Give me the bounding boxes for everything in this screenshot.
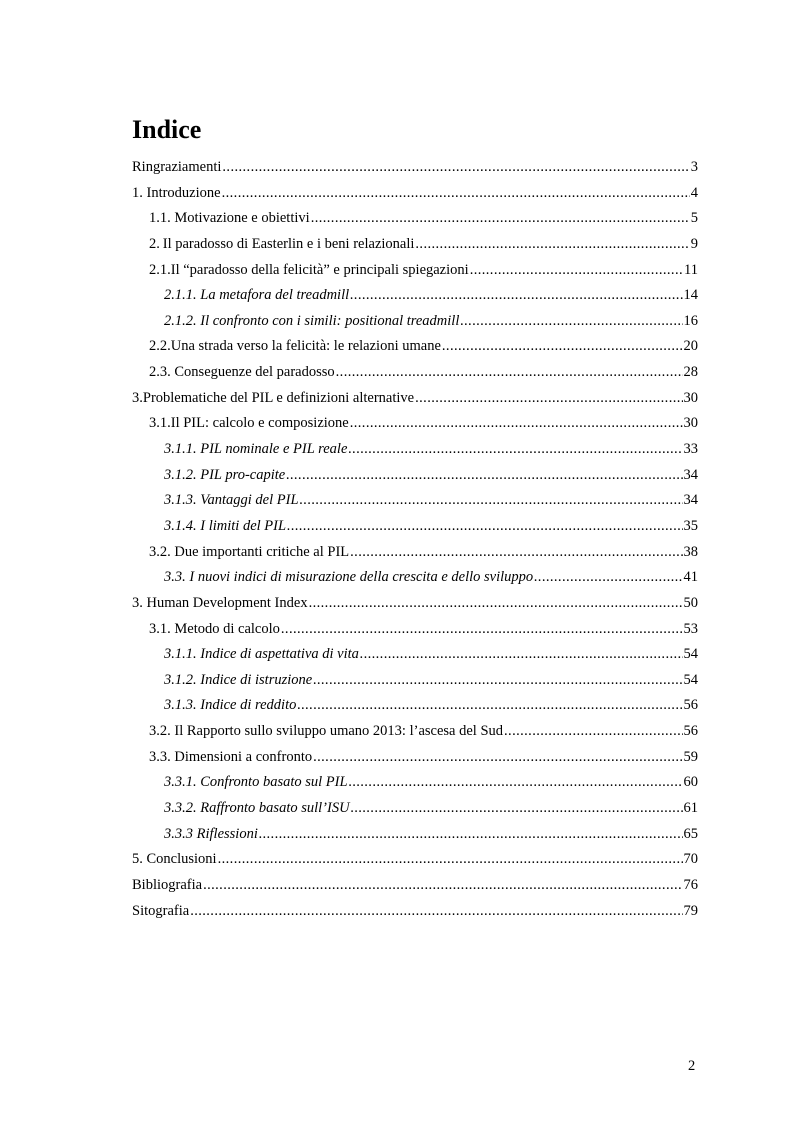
- toc-entry[interactable]: [132, 540, 698, 566]
- toc-entry-page: 54: [683, 671, 698, 688]
- toc-entry[interactable]: [132, 668, 698, 694]
- toc-entry-title: Il PIL: calcolo e composizione: [170, 415, 349, 432]
- dot-leader: [534, 565, 682, 591]
- toc-entry-title: Sitografia: [132, 902, 190, 919]
- toc-entry-number: 3.: [132, 389, 143, 406]
- toc-entry[interactable]: [132, 155, 698, 181]
- toc-entry-page: 61: [683, 800, 698, 817]
- toc-entry-page: 16: [683, 312, 698, 329]
- toc-entry-title: 3.1.1. PIL nominale e PIL reale: [164, 441, 348, 458]
- toc-entry-title: 3. Human Development Index: [132, 594, 308, 611]
- toc-entry-title: 3.2. Il Rapporto sullo sviluppo umano 2013: l’ascesa del Sud: [149, 723, 504, 740]
- dot-leader: [297, 693, 682, 719]
- dot-leader: [360, 642, 683, 668]
- toc-entry[interactable]: [132, 258, 698, 284]
- toc-entry[interactable]: [132, 745, 698, 771]
- dot-leader: [313, 745, 682, 771]
- toc-entry-number: 2.2.: [149, 338, 171, 355]
- toc-entry-title: Una strada verso la felicità: le relazioni umane: [170, 338, 441, 355]
- toc-entry[interactable]: [132, 796, 698, 822]
- dot-leader: [350, 540, 682, 566]
- toc-entry[interactable]: [132, 642, 698, 668]
- toc-entry-title: 3.3.1. Confronto basato sul PIL: [164, 774, 348, 791]
- toc-entry[interactable]: [132, 822, 698, 848]
- toc-entry[interactable]: [132, 565, 698, 591]
- toc-entry-title: 3.3. Dimensioni a confronto: [149, 748, 313, 765]
- toc-entry-title: 3.3.3 Riflessioni: [164, 825, 258, 842]
- dot-leader: [313, 668, 682, 694]
- toc-entry[interactable]: [132, 617, 698, 643]
- toc-entry-page: 54: [683, 646, 698, 663]
- toc-entry[interactable]: [132, 463, 698, 489]
- toc-entry[interactable]: [132, 693, 698, 719]
- toc-entry-page: 70: [683, 851, 698, 868]
- toc-entry-page: 30: [683, 389, 698, 406]
- toc-entry-title: 5. Conclusioni: [132, 851, 217, 868]
- dot-leader: [309, 591, 683, 617]
- toc-entry-page: 9: [690, 235, 698, 252]
- toc-entry-title: Bibliografia: [132, 876, 203, 893]
- dot-leader: [222, 181, 690, 207]
- dot-leader: [190, 899, 682, 925]
- toc-entry-page: 4: [690, 184, 698, 201]
- dot-leader: [470, 258, 683, 284]
- toc-entry-title: 3.1.2. PIL pro-capite: [164, 466, 286, 483]
- toc-entry[interactable]: [132, 360, 698, 386]
- toc-entry-page: 3: [690, 159, 698, 175]
- page-number: 2: [688, 1058, 696, 1074]
- toc-entry[interactable]: [132, 411, 698, 437]
- toc-entry[interactable]: [132, 283, 698, 309]
- toc-entry-page: 56: [683, 723, 698, 740]
- toc-entry[interactable]: [132, 206, 698, 232]
- toc-entry-page: 59: [683, 748, 698, 765]
- toc-entry[interactable]: [132, 514, 698, 540]
- toc-entry[interactable]: [132, 232, 698, 258]
- dot-leader: [281, 617, 683, 643]
- toc-entry-title: 3.1.2. Indice di istruzione: [164, 671, 313, 688]
- toc-entry-page: 20: [683, 338, 698, 355]
- dot-leader: [348, 437, 682, 463]
- toc-entry-title: 2.3. Conseguenze del paradosso: [149, 364, 335, 381]
- dot-leader: [286, 463, 682, 489]
- toc-entry[interactable]: [132, 437, 698, 463]
- toc-entry-page: 35: [683, 517, 698, 534]
- toc-entry-page: 5: [690, 210, 698, 227]
- toc-entry-title: 2.1.1. La metafora del treadmill: [164, 287, 350, 304]
- dot-leader: [259, 822, 683, 848]
- toc-entry-number: 2.: [149, 235, 160, 252]
- toc-entry[interactable]: [132, 770, 698, 796]
- toc-entry-title: 3.1. Metodo di calcolo: [149, 620, 280, 637]
- toc-entry-page: 34: [683, 492, 698, 509]
- toc-entry-page: 53: [683, 620, 698, 637]
- toc-entry-page: 30: [683, 415, 698, 432]
- toc-entry-title: 3.2. Due importanti critiche al PIL: [149, 543, 350, 560]
- dot-leader: [336, 360, 683, 386]
- toc-entry[interactable]: [132, 386, 698, 412]
- dot-leader: [222, 155, 689, 181]
- toc-entry-number: 2.1.: [149, 261, 171, 278]
- dot-leader: [203, 873, 682, 899]
- toc-entry-title: 3.1.3. Indice di reddito: [164, 697, 297, 714]
- dot-leader: [349, 770, 683, 796]
- toc-entry[interactable]: [132, 309, 698, 335]
- toc-entry-title: 3.3. I nuovi indici di misurazione della crescita e dello sviluppo: [164, 569, 534, 586]
- toc-entry-page: 76: [683, 876, 698, 893]
- dot-leader: [300, 488, 683, 514]
- toc-entry-number: 3.1.: [149, 415, 171, 432]
- toc-entry-title: 3.3.2. Raffronto basato sull’ISU: [164, 800, 350, 817]
- toc-entry[interactable]: [132, 899, 698, 925]
- toc-entry-page: 33: [683, 441, 698, 458]
- toc-entry[interactable]: [132, 847, 698, 873]
- dot-leader: [351, 796, 683, 822]
- toc-entry-title: 3.1.1. Indice di aspettativa di vita: [164, 646, 359, 663]
- toc-entry-title: 3.1.4. I limiti del PIL: [164, 517, 287, 534]
- dot-leader: [218, 847, 683, 873]
- toc-entry-page: 14: [683, 287, 698, 304]
- dot-leader: [504, 719, 682, 745]
- toc-entry-title: Problematiche del PIL e definizioni alternative: [142, 389, 415, 406]
- toc-entry-page: 11: [684, 261, 698, 278]
- toc-entry-page: 60: [683, 774, 698, 791]
- dot-leader: [415, 232, 689, 258]
- toc-entry-title: 2.1.2. Il confronto con i simili: positional treadmill: [164, 312, 460, 329]
- dot-leader: [415, 386, 682, 412]
- dot-leader: [311, 206, 690, 232]
- toc-entry[interactable]: [132, 719, 698, 745]
- dot-leader: [287, 514, 682, 540]
- toc-entry-page: 34: [683, 466, 698, 483]
- toc-entry-title: Il paradosso di Easterlin e i beni relazionali: [162, 235, 415, 252]
- toc-entry-page: 28: [683, 364, 698, 381]
- toc-entry-title: 1. Introduzione: [132, 184, 221, 201]
- toc-entry-page: 38: [683, 543, 698, 560]
- dot-leader: [460, 309, 682, 335]
- toc-entry[interactable]: [132, 334, 698, 360]
- dot-leader: [350, 283, 682, 309]
- toc-entry[interactable]: [132, 488, 698, 514]
- toc-entry-page: 65: [683, 825, 698, 842]
- toc-entry-page: 41: [683, 569, 698, 586]
- toc-entry[interactable]: [132, 873, 698, 899]
- toc-entry[interactable]: [132, 591, 698, 617]
- toc-entry-page: 79: [683, 902, 698, 919]
- toc-entry[interactable]: [132, 181, 698, 207]
- toc-entry-page: 50: [683, 594, 698, 611]
- toc-entry-title: 1.1. Motivazione e obiettivi: [149, 210, 310, 227]
- dot-leader: [442, 334, 683, 360]
- dot-leader: [350, 411, 683, 437]
- table-of-contents: [132, 155, 698, 924]
- toc-entry-title: 3.1.3. Vantaggi del PIL: [164, 492, 299, 509]
- page-title: Indice: [132, 115, 202, 144]
- toc-entry-page: 56: [683, 697, 698, 714]
- toc-entry-title: Il “paradosso della felicità” e principali spiegazioni: [170, 261, 469, 278]
- toc-entry-title: Ringraziamenti: [132, 159, 222, 175]
